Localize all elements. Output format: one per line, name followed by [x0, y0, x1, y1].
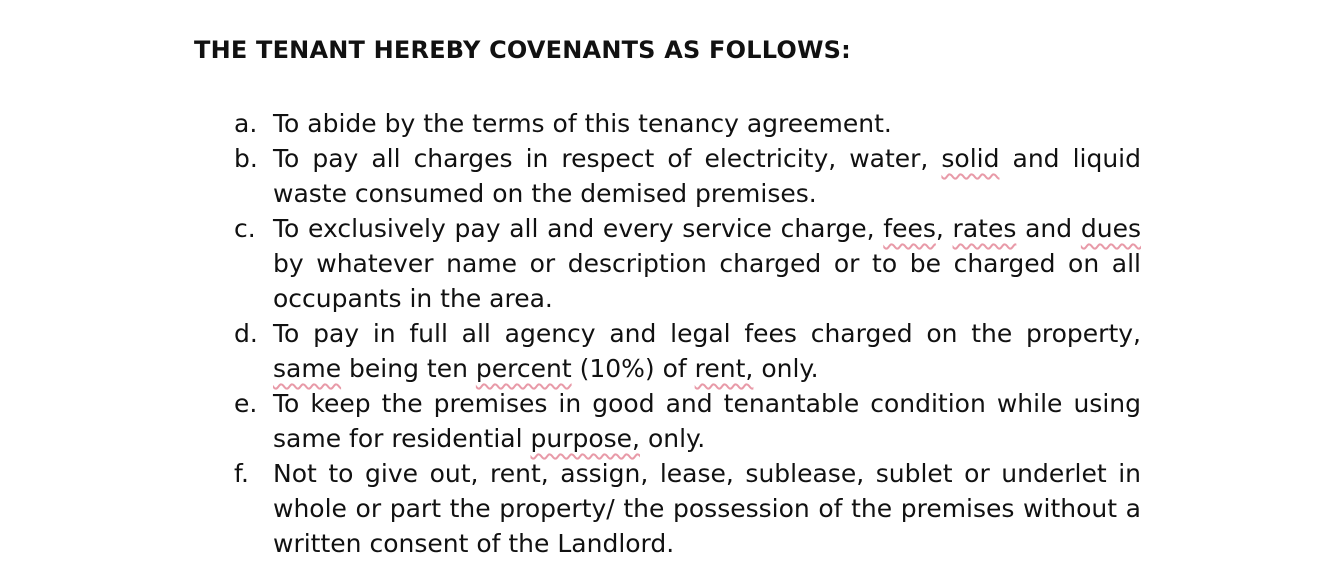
- spelling-flagged-word[interactable]: rates: [952, 214, 1017, 243]
- covenants-heading: THE TENANT HEREBY COVENANTS AS FOLLOWS:: [194, 36, 851, 64]
- item-marker: d.: [234, 319, 258, 348]
- item-text: To pay in full all agency and legal fees charged on the property, same being ten percent (10%) of rent, only.: [273, 319, 1141, 383]
- item-text: To exclusively pay all and every service charge, fees, rates and dues by whatever name or description charged or to be charged on all occupants in the area.: [273, 214, 1141, 313]
- item-marker: c.: [234, 214, 256, 243]
- item-text: Not to give out, rent, assign, lease, sublease, sublet or underlet in whole or part the property/ the possession of the premises without a written consent of the Landlord.: [273, 459, 1141, 558]
- covenant-item-d: [234, 316, 1141, 386]
- covenant-item-c: [234, 211, 1141, 316]
- spelling-flagged-word[interactable]: solid: [941, 144, 1000, 173]
- item-marker: f.: [234, 459, 249, 488]
- covenant-item-b: [234, 141, 1141, 211]
- item-marker: e.: [234, 389, 258, 418]
- spelling-flagged-word[interactable]: rent,: [694, 354, 754, 383]
- spelling-flagged-word[interactable]: fees: [883, 214, 936, 243]
- spelling-flagged-word[interactable]: dues: [1080, 214, 1141, 243]
- item-text: To keep the premises in good and tenantable condition while using same for residential purpose, only.: [273, 389, 1141, 453]
- covenants-list: [234, 106, 1141, 561]
- spelling-flagged-word[interactable]: percent: [475, 354, 572, 383]
- spelling-flagged-word[interactable]: purpose,: [530, 424, 640, 453]
- item-text: To pay all charges in respect of electricity, water, solid and liquid waste consumed on the demised premises.: [273, 144, 1141, 208]
- item-text: To abide by the terms of this tenancy agreement.: [273, 109, 892, 138]
- covenant-item-e: [234, 386, 1141, 456]
- covenant-item-a: [234, 106, 1141, 141]
- item-marker: b.: [234, 144, 258, 173]
- item-marker: a.: [234, 109, 258, 138]
- covenant-item-f: [234, 456, 1141, 561]
- spelling-flagged-word[interactable]: same: [273, 354, 342, 383]
